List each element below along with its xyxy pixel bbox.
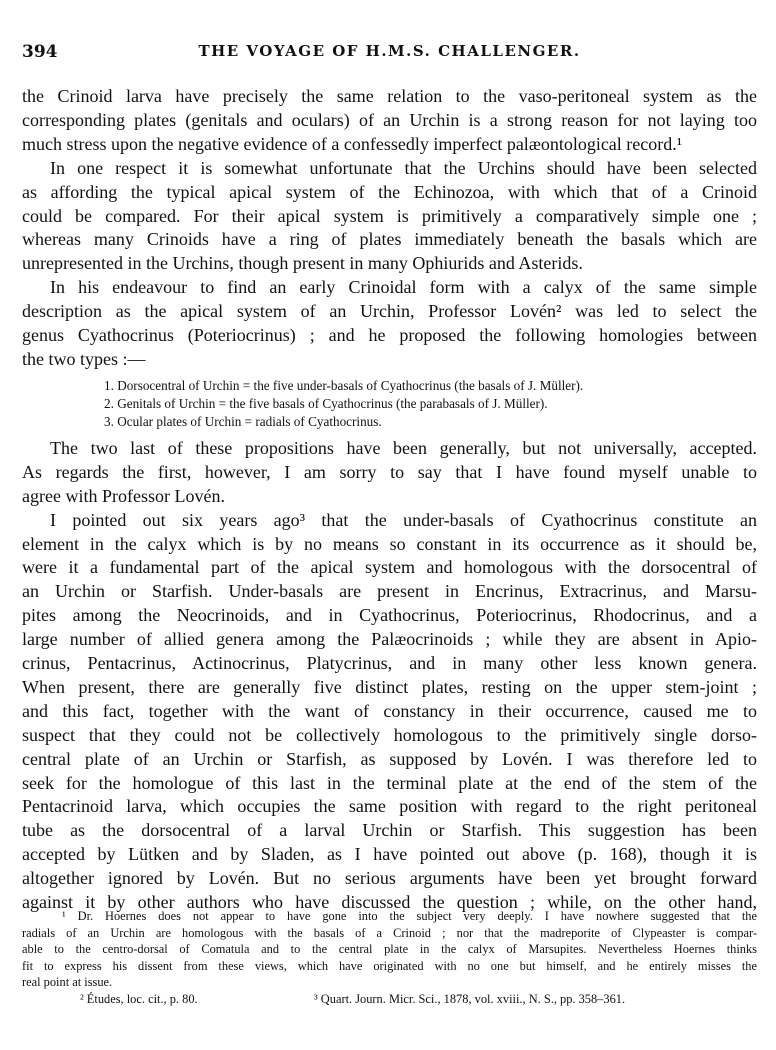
- paragraph-2: [22, 157, 757, 277]
- text-line: suspect that they could not be collectively homologous to the primitively single dorso-: [22, 724, 757, 745]
- text-line: element in the calyx which is by no means so constant in its occurrence as it should be,: [22, 533, 757, 554]
- text-line: the Crinoid larva have precisely the same relation to the vaso-peritoneal system as the: [22, 86, 757, 106]
- text-line: and this fact, together with the want of constancy in their occurrence, caused me to: [22, 700, 757, 721]
- text-line: much stress upon the negative evidence of a confessedly imperfect palæontological record.¹: [22, 133, 683, 154]
- body-text: [22, 85, 757, 915]
- text-line: the two types :—: [22, 348, 146, 369]
- text-line: In one respect it is somewhat unfortunate that the Urchins should have been selected: [50, 157, 757, 178]
- text-line: agree with Professor Lovén.: [22, 485, 225, 506]
- text-line: crinus, Pentacrinus, Actinocrinus, Platycrinus, and in many other less known genera.: [22, 653, 757, 674]
- running-title: THE VOYAGE OF H.M.S. CHALLENGER.: [198, 42, 581, 60]
- text-line: genus Cyathocrinus (Poteriocrinus) ; and he proposed the following homologies between: [22, 325, 757, 346]
- text-line: In his endeavour to find an early Crinoidal form with a calyx of the same simple: [50, 277, 757, 298]
- homologies-list: [104, 377, 757, 431]
- paragraph-4: [22, 437, 757, 509]
- footnote-1: [22, 908, 757, 991]
- footnotes: [22, 908, 757, 1008]
- text-line: whereas many Crinoids have a ring of plates immediately beneath the basals which are: [22, 229, 757, 250]
- text-line: against it by other authors who have discussed the question ; while, on the other hand,: [22, 892, 757, 913]
- text-line: corresponding plates (genitals and oculars) of an Urchin is a strong reason for not laying too: [22, 109, 757, 130]
- text-line: As regards the first, however, I am sorry to say that I have found myself unable to: [22, 461, 757, 482]
- footnote-line: able to the centro-dorsal of Comatula and to the central plate in the calyx of Marsupites. Nevertheless Hoernes thinks: [22, 942, 757, 957]
- text-line: accepted by Lütken and by Sladen, as I have pointed out above (p. 168), though it is: [22, 844, 757, 865]
- list-item: 2. Genitals of Urchin = the five basals of Cyathocrinus (the parabasals of J. Müller).: [104, 395, 548, 411]
- text-line: an Urchin or Starfish. Under-basals are present in Encrinus, Extracrinus, and Marsu-: [22, 581, 757, 602]
- text-line: unrepresented in the Urchins, though present in many Ophiurids and Asterids.: [22, 253, 583, 274]
- text-line: pites among the Neocrinoids, and in Cyathocrinus, Poteriocrinus, Rhodocrinus, and a: [22, 605, 757, 626]
- text-line: tube as the dorsocentral of a larval Urchin or Starfish. This suggestion has been: [22, 820, 757, 841]
- text-line: altogether ignored by Lovén. But no serious arguments have been yet brought forward: [22, 868, 757, 889]
- text-line: as affording the typical apical system of the Echinozoa, with which that of a Crinoid: [22, 181, 757, 202]
- list-item: 1. Dorsocentral of Urchin = the five under-basals of Cyathocrinus (the basals of J. Müller).: [104, 377, 584, 393]
- footnote-line: radials of an Urchin are homologous with the basals of a Crinoid ; nor that the madreporite of Clypeaster is compar-: [22, 925, 757, 940]
- text-line: seek for the homologue of this last in the terminal plate at the end of the stem of the: [22, 772, 757, 793]
- footnote-row: [22, 991, 757, 1008]
- text-line: Pentacrinoid larva, which occupies the same position with regard to the right peritoneal: [22, 796, 757, 817]
- page-header: [22, 42, 757, 66]
- text-line: I pointed out six years ago³ that the under-basals of Cyathocrinus constitute an: [50, 509, 757, 530]
- paragraph-3: [22, 276, 757, 372]
- paragraph-5: [22, 509, 757, 915]
- footnote-2: ² Études, loc. cit., p. 80.: [80, 991, 198, 1006]
- text-line: large number of allied genera among the Palæocrinoids ; while they are absent in Apio-: [22, 629, 757, 650]
- text-line: were it a fundamental part of the apical system and homologous with the dorsocentral of: [22, 557, 757, 578]
- text-line: could be compared. For their apical system is primitively a comparatively simple one ;: [22, 205, 757, 226]
- list-item: 3. Ocular plates of Urchin = radials of Cyathocrinus.: [104, 413, 382, 429]
- page-number: 394: [22, 42, 58, 62]
- text-line: description as the apical system of an Urchin, Professor Lovén² was led to select the: [22, 301, 757, 322]
- footnote-line: ¹ Dr. Hoernes does not appear to have gone into the subject very deeply. I have nowhere suggested that the: [62, 909, 757, 923]
- footnote-line: fit to express his dissent from these views, which have originated with no one but himself, and he entirely misses the: [22, 958, 757, 973]
- text-line: central plate of an Urchin or Starfish, as supposed by Lovén. I was therefore led to: [22, 748, 757, 769]
- footnote-3: ³ Quart. Journ. Micr. Sci., 1878, vol. xviii., N. S., pp. 358–361.: [314, 991, 626, 1006]
- text-line: The two last of these propositions have been generally, but not universally, accepted.: [50, 437, 757, 458]
- text-line: When present, there are generally five distinct plates, resting on the upper stem-joint ;: [22, 676, 757, 697]
- paragraph-1: [22, 85, 757, 157]
- footnote-line: real point at issue.: [22, 975, 113, 990]
